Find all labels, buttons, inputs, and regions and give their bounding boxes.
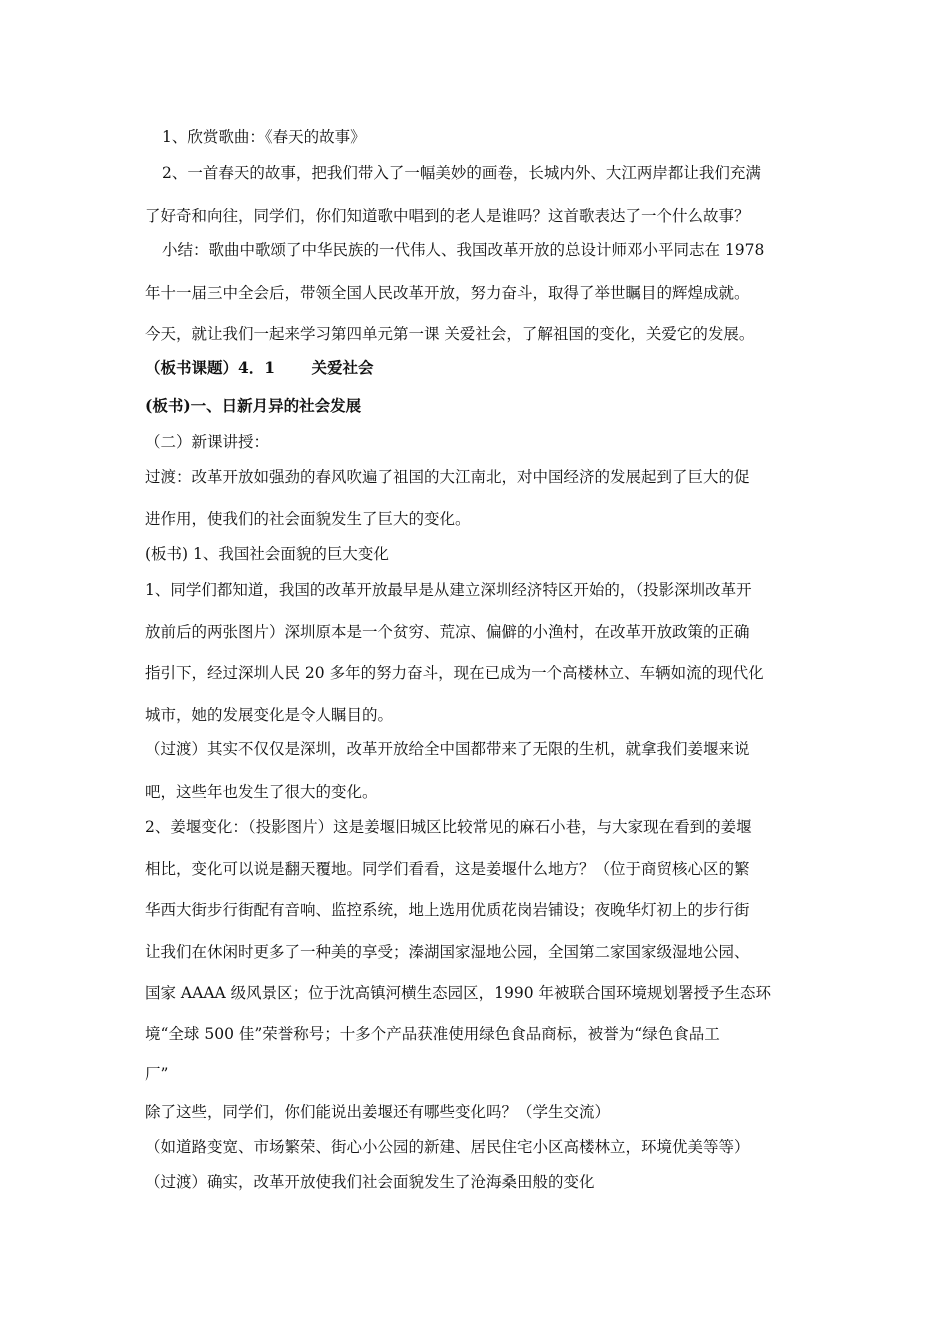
text-line: 吧，这些年也发生了很大的变化。: [145, 783, 378, 801]
board-heading: (板书)一、日新月异的社会发展: [145, 396, 362, 415]
text-line: 华西大街步行街配有音响、监控系统，地上选用优质花岗岩铺设；夜晚华灯初上的步行街: [145, 901, 750, 919]
board-subheading: (板书) 1、我国社会面貌的巨大变化: [145, 545, 389, 563]
text-line: 1、同学们都知道，我国的改革开放最早是从建立深圳经济特区开始的，（投影深圳改革开: [145, 581, 752, 599]
board-title: （板书课题）4．1 关爱社会: [145, 358, 374, 377]
text-line: （过渡）确实，改革开放使我们社会面貌发生了沧海桑田般的变化: [145, 1173, 595, 1191]
section-heading: （二）新课讲授：: [145, 433, 270, 451]
text-line: 2、姜堰变化：（投影图片）这是姜堰旧城区比较常见的麻石小巷，与大家现在看到的姜堰: [145, 818, 752, 836]
text-line: （过渡）其实不仅仅是深圳，改革开放给全中国都带来了无限的生机，就拿我们姜堰来说: [145, 740, 750, 758]
text-line: 让我们在休闲时更多了一种美的享受；溱湖国家湿地公园，全国第二家国家级湿地公园、: [145, 943, 750, 961]
text-line: 相比，变化可以说是翻天覆地。同学们看看，这是姜堰什么地方？（位于商贸核心区的繁: [145, 860, 750, 878]
text-line: 进作用，使我们的社会面貌发生了巨大的变化。: [145, 510, 471, 528]
text-line: 除了这些，同学们，你们能说出姜堰还有哪些变化吗？（学生交流）: [145, 1103, 611, 1121]
text-line: 厂”: [145, 1065, 169, 1083]
text-line: 今天，就让我们一起来学习第四单元第一课 关爱社会，了解祖国的变化，关爱它的发展。: [145, 325, 755, 343]
text-line: 放前后的两张图片）深圳原本是一个贫穷、荒凉、偏僻的小渔村，在改革开放政策的正确: [145, 623, 750, 641]
text-line: 境“全球 500 佳”荣誉称号；十多个产品获准使用绿色食品商标，被誉为“绿色食品工: [145, 1025, 720, 1043]
text-line: 2、一首春天的故事，把我们带入了一幅美妙的画卷，长城内外、大江两岸都让我们充满: [162, 164, 761, 182]
text-line: 过渡：改革开放如强劲的春风吹遍了祖国的大江南北，对中国经济的发展起到了巨大的促: [145, 468, 750, 486]
text-line: 指引下，经过深圳人民 20 多年的努力奋斗，现在已成为一个高楼林立、车辆如流的现代化: [145, 664, 764, 682]
text-line: （如道路变宽、市场繁荣、街心小公园的新建、居民住宅小区高楼林立，环境优美等等）: [145, 1138, 750, 1156]
text-line: 1、欣赏歌曲：《春天的故事》: [162, 128, 366, 146]
text-line: 国家 AAAA 级风景区；位于沈高镇河横生态园区，1990 年被联合国环境规划署授予生态环: [145, 984, 772, 1002]
text-line: 小结：歌曲中歌颂了中华民族的一代伟人、我国改革开放的总设计师邓小平同志在 1978: [162, 241, 765, 259]
text-line: 年十一届三中全会后，带领全国人民改革开放，努力奋斗，取得了举世瞩目的辉煌成就。: [145, 284, 750, 302]
text-line: 城市，她的发展变化是令人瞩目的。: [145, 706, 394, 724]
text-line: 了好奇和向往，同学们，你们知道歌中唱到的老人是谁吗？这首歌表达了一个什么故事？: [145, 207, 750, 225]
